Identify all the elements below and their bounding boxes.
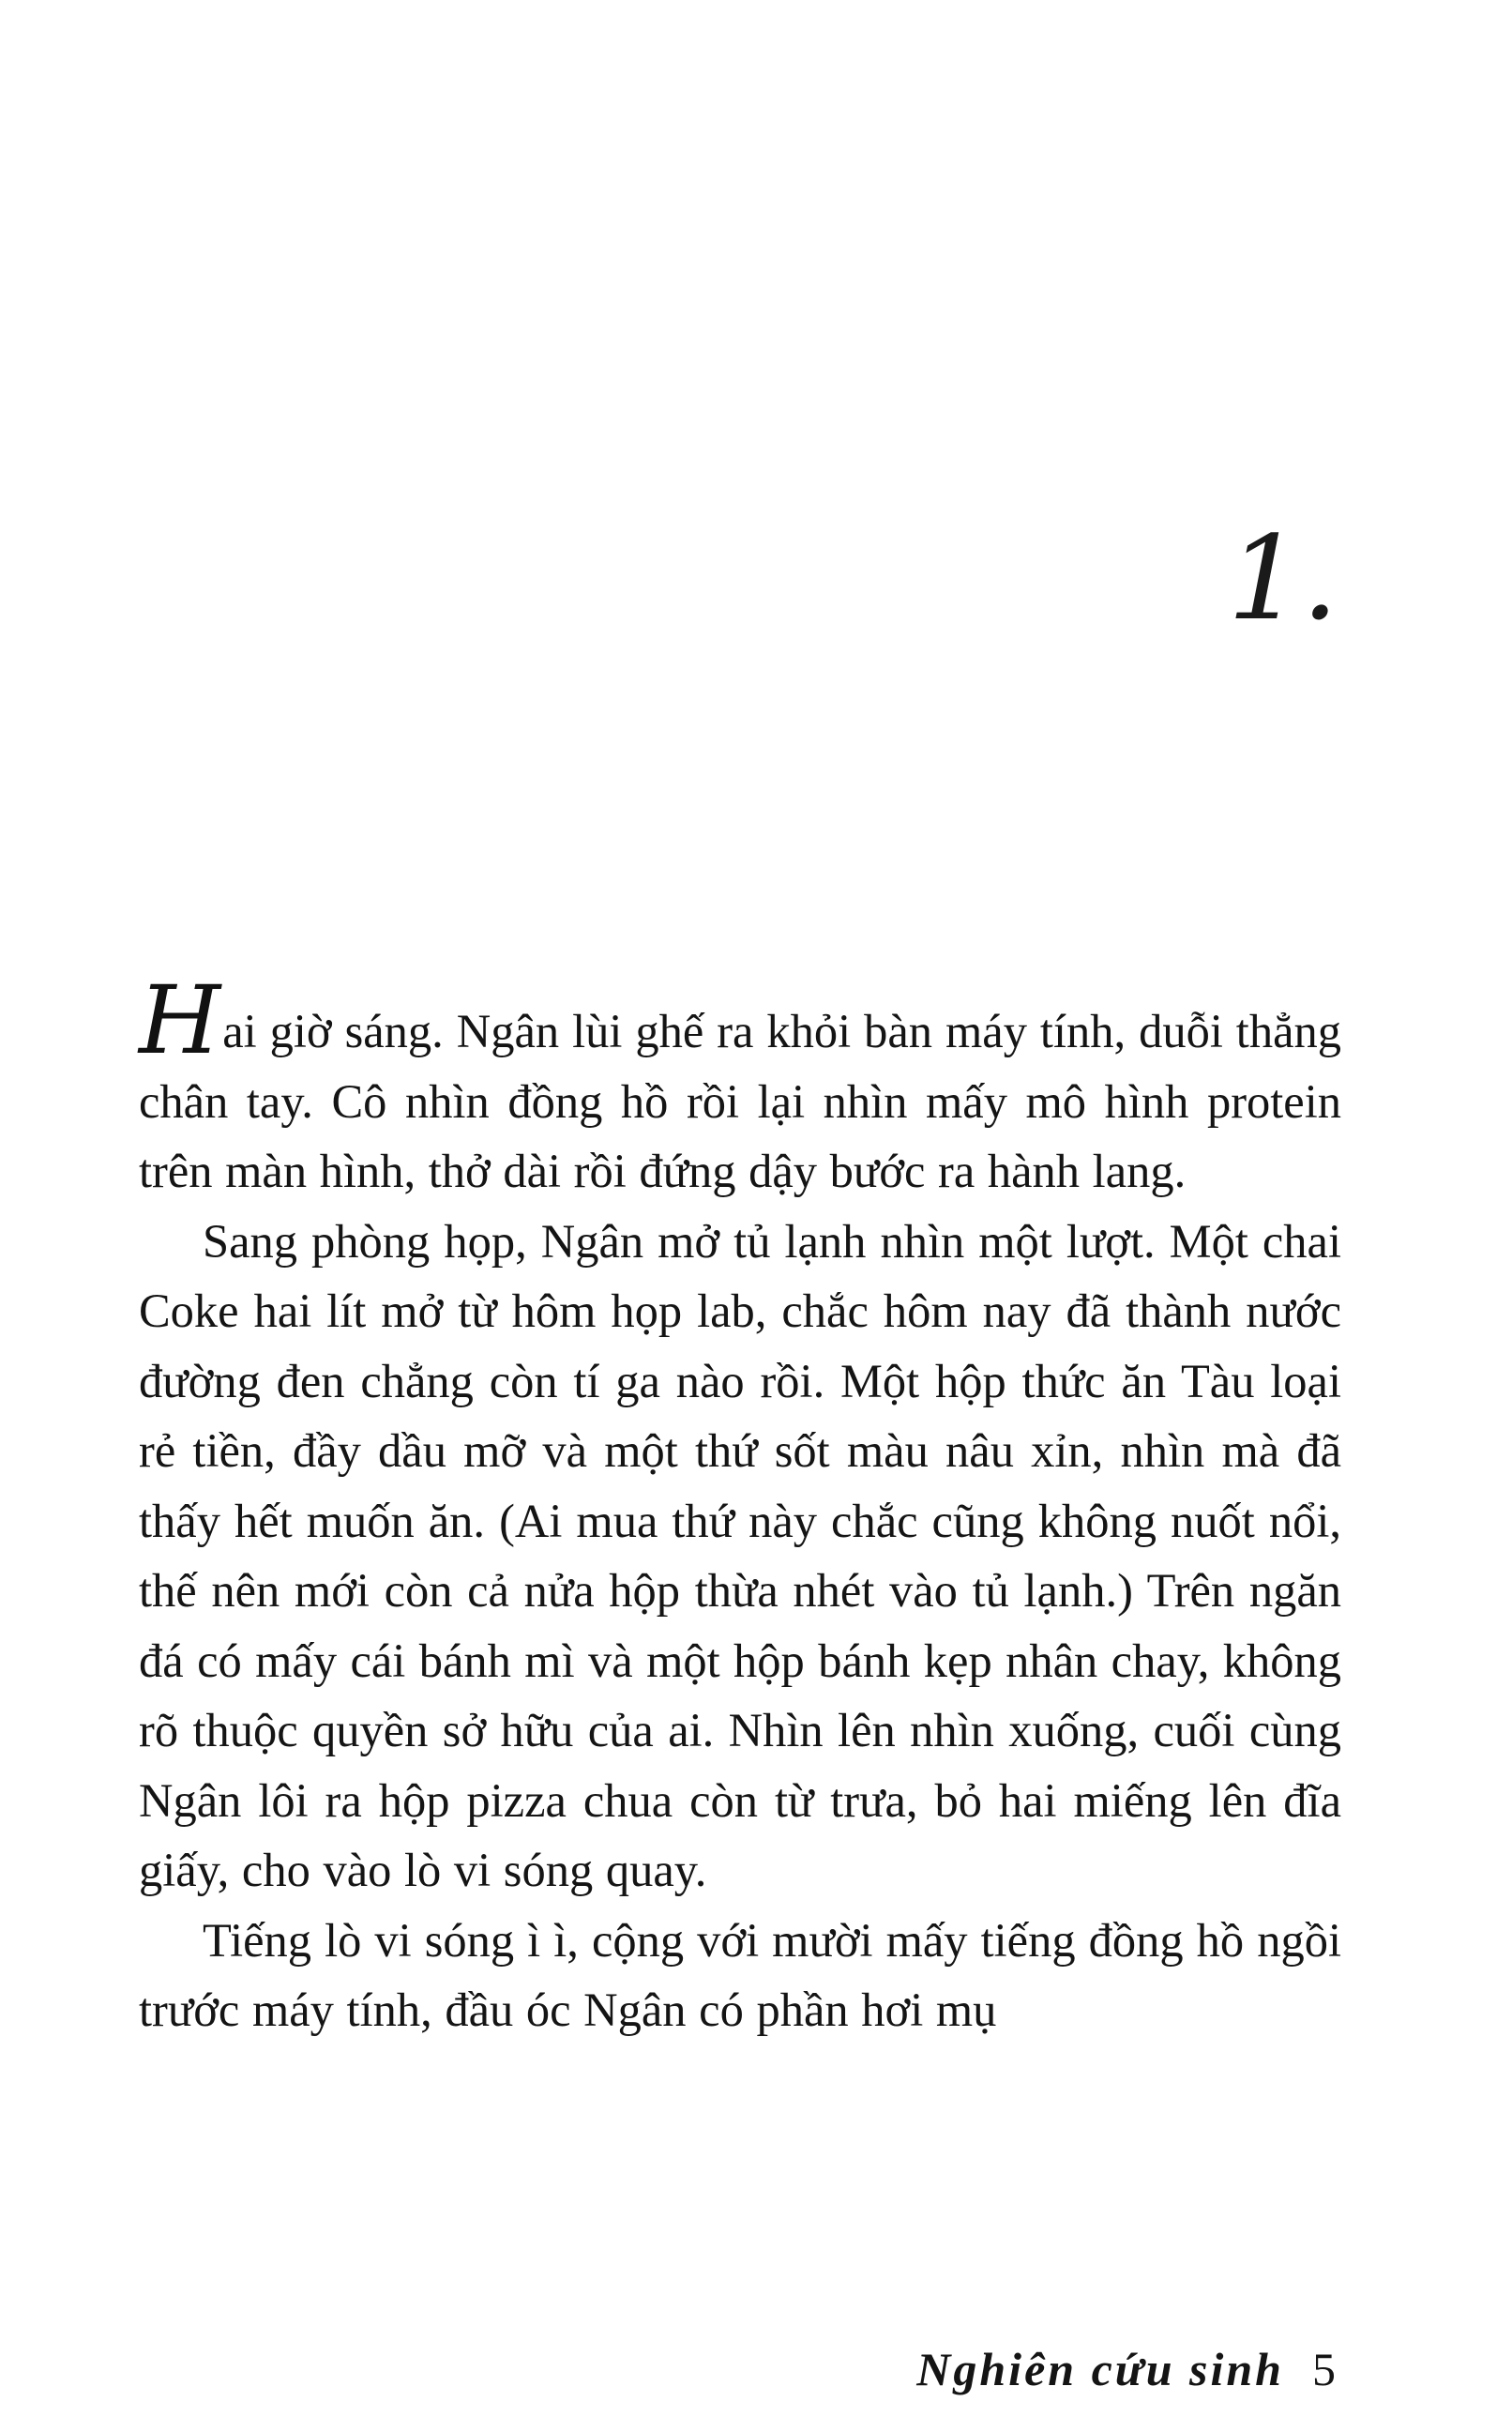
paragraph-3-text: Tiếng lò vi sóng ì ì, cộng với mười mấy tiếng đồng hồ ngồi trước máy tính, đầu óc Ngân có phần hơi mụ	[139, 1913, 1341, 2036]
running-footer	[916, 2343, 1336, 2395]
paragraph-1	[139, 965, 1341, 1207]
paragraph-2-text: Sang phòng họp, Ngân mở tủ lạnh nhìn một lượt. Một chai Coke hai lít mở từ hôm họp lab, chắc hôm nay đã thành nước đường đen chẳng còn tí ga nào rồi. Một hộp thức ăn Tàu loại rẻ tiền, đầy dầu mỡ và một thứ sốt màu nâu xỉn, nhìn mà đã thấy hết muốn ăn. (Ai mua thứ này chắc cũng không nuốt nổi, thế nên mới còn cả nửa hộp thừa nhét vào tủ lạnh.) Trên ngăn đá có mấy cái bánh mì và một hộp bánh kẹp nhân chay, không rõ thuộc quyền sở hữu của ai. Nhìn lên nhìn xuống, cuối cùng Ngân lôi ra hộp pizza chua còn từ trưa, bỏ hai miếng lên đĩa giấy, cho vào lò vi sóng quay.	[139, 1214, 1341, 1896]
footer-book-title: Nghiên cứu sinh	[916, 2343, 1284, 2395]
chapter-body	[139, 965, 1341, 2045]
drop-cap: H	[139, 965, 221, 1075]
chapter-number: 1.	[1227, 511, 1338, 646]
paragraph-1-text: ai giờ sáng. Ngân lùi ghế ra khỏi bàn máy tính, duỗi thẳng chân tay. Cô nhìn đồng hồ rồi lại nhìn mấy mô hình protein trên màn hình, thở dài rồi đứng dậy bước ra hành lang.	[139, 1005, 1341, 1197]
page-number: 5	[1312, 2343, 1336, 2395]
paragraph-2	[139, 1207, 1341, 1906]
paragraph-3	[139, 1906, 1341, 2045]
